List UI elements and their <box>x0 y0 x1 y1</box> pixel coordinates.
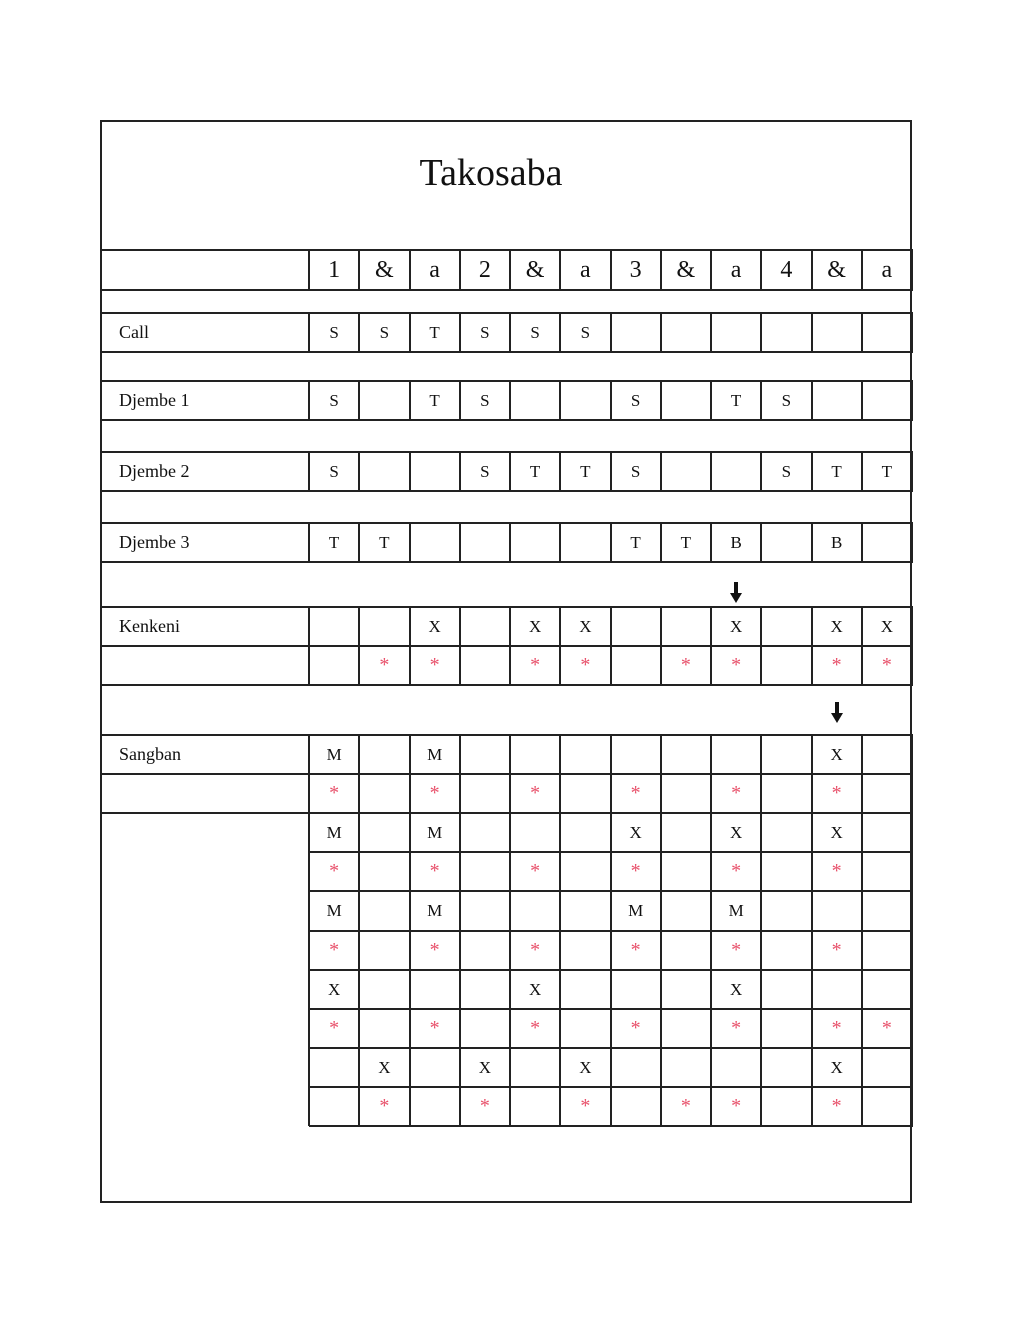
grid-line <box>911 735 913 774</box>
grid-line <box>861 891 863 931</box>
grid-line <box>100 773 913 775</box>
stroke-cell: S <box>329 390 339 410</box>
stroke-cell: X <box>528 979 542 999</box>
grid-line <box>459 970 461 1009</box>
asterisk-icon: * <box>429 782 440 804</box>
asterisk-icon: * <box>379 1095 390 1117</box>
grid-line <box>911 381 913 420</box>
stroke-cell: T <box>680 532 692 552</box>
instrument-label: Djembe 2 <box>119 461 190 481</box>
grid-line <box>559 891 561 931</box>
grid-line <box>660 970 662 1009</box>
asterisk-icon: * <box>881 1017 892 1039</box>
asterisk-icon: * <box>630 782 641 804</box>
asterisk-icon: * <box>329 782 340 804</box>
stroke-cell: S <box>781 461 792 481</box>
grid-line <box>308 607 310 646</box>
grid-line <box>409 452 411 491</box>
stroke-cell: S <box>480 390 490 410</box>
beat-header-cell: a <box>580 256 591 283</box>
asterisk-icon: * <box>831 654 842 676</box>
grid-line <box>660 313 662 352</box>
grid-line <box>760 1048 762 1087</box>
beat-header-cell: & <box>676 256 696 283</box>
grid-line <box>559 381 561 420</box>
page-title: Takosaba <box>419 152 563 194</box>
beat-header-cell: & <box>375 256 394 283</box>
beat-header-cell: a <box>730 256 742 283</box>
grid-line <box>100 684 913 686</box>
asterisk-icon: * <box>731 1017 742 1039</box>
stroke-cell: M <box>427 822 443 842</box>
grid-line <box>509 523 511 562</box>
stroke-cell: X <box>830 822 843 842</box>
grid-line <box>811 970 813 1009</box>
stroke-cell: S <box>480 322 490 342</box>
stroke-cell: T <box>328 532 340 552</box>
beat-header-cell: 4 <box>780 256 793 283</box>
asterisk-icon: * <box>630 860 641 882</box>
grid-line <box>660 607 662 646</box>
grid-line <box>911 970 913 1009</box>
grid-line <box>559 523 561 562</box>
asterisk-icon: * <box>429 860 440 882</box>
stroke-cell: M <box>728 901 744 920</box>
asterisk-icon: * <box>329 860 340 882</box>
asterisk-icon: * <box>630 939 641 961</box>
stroke-cell: B <box>730 532 742 552</box>
grid-line <box>358 607 360 646</box>
stroke-cell: X <box>830 744 843 764</box>
stroke-cell: X <box>478 1057 492 1077</box>
grid-line <box>710 735 712 774</box>
grid-line <box>911 313 913 352</box>
grid-line <box>509 813 511 852</box>
beat-header-cell: & <box>525 256 545 283</box>
stroke-cell: X <box>528 616 542 636</box>
stroke-cell: X <box>830 616 843 636</box>
instrument-label: Djembe 3 <box>119 532 190 552</box>
instrument-label: Kenkeni <box>119 616 180 636</box>
grid-line <box>660 735 662 774</box>
grid-line <box>100 522 913 524</box>
grid-line <box>610 970 612 1009</box>
grid-line <box>911 1087 913 1126</box>
grid-line <box>559 735 561 774</box>
asterisk-icon: * <box>530 782 541 804</box>
grid-line <box>911 1048 913 1087</box>
stroke-cell: M <box>427 901 443 920</box>
asterisk-icon: * <box>379 654 390 676</box>
stroke-cell: S <box>480 461 490 481</box>
stroke-cell: X <box>729 822 743 842</box>
asterisk-icon: * <box>831 782 842 804</box>
stroke-cell: S <box>630 390 641 410</box>
asterisk-icon: * <box>580 1095 591 1117</box>
grid-line <box>811 313 813 352</box>
stroke-cell: T <box>379 532 390 552</box>
asterisk-icon: * <box>831 1095 842 1117</box>
asterisk-icon: * <box>479 1095 490 1117</box>
beat-header-cell: & <box>827 256 846 283</box>
stroke-cell: X <box>327 979 341 999</box>
grid-line <box>100 606 913 608</box>
grid-line <box>610 735 612 774</box>
stroke-cell: T <box>630 532 641 552</box>
asterisk-icon: * <box>429 939 440 961</box>
grid-line <box>100 734 913 736</box>
stroke-cell: T <box>529 461 541 481</box>
stroke-cell: T <box>730 390 742 410</box>
asterisk-icon: * <box>329 939 340 961</box>
grid-line <box>509 735 511 774</box>
grid-line <box>409 970 411 1009</box>
grid-line <box>710 1048 712 1087</box>
beat-header-cell: 1 <box>328 256 341 283</box>
asterisk-icon: * <box>329 1017 340 1039</box>
stroke-cell: X <box>830 1057 843 1077</box>
grid-line <box>911 774 913 813</box>
grid-line <box>911 931 913 970</box>
beat-header-cell: 2 <box>478 256 491 283</box>
stroke-cell: S <box>329 322 339 342</box>
stroke-cell: S <box>530 322 540 342</box>
beat-header-cell: a <box>429 256 440 283</box>
asterisk-icon: * <box>680 654 691 676</box>
stroke-cell: S <box>329 461 339 481</box>
asterisk-icon: * <box>831 860 842 882</box>
down-arrow-icon <box>831 702 843 724</box>
down-arrow-icon <box>730 582 742 604</box>
asterisk-icon: * <box>630 1017 641 1039</box>
asterisk-icon: * <box>530 1017 541 1039</box>
stroke-cell: M <box>326 744 342 764</box>
grid-line <box>861 381 863 420</box>
stroke-cell: M <box>326 822 342 842</box>
stroke-cell: T <box>429 390 440 410</box>
stroke-cell: X <box>629 822 642 842</box>
grid-line <box>760 735 762 774</box>
stroke-cell: M <box>427 744 443 764</box>
stroke-cell: S <box>379 322 390 342</box>
asterisk-icon: * <box>881 654 892 676</box>
stroke-cell: X <box>729 979 743 999</box>
grid-line <box>710 313 712 352</box>
asterisk-icon: * <box>731 782 742 804</box>
grid-line <box>760 313 762 352</box>
grid-line <box>710 452 712 491</box>
grid-line <box>811 891 813 931</box>
grid-line <box>861 970 863 1009</box>
grid-line <box>861 313 863 352</box>
grid-line <box>911 523 913 562</box>
grid-line <box>559 813 561 852</box>
grid-line <box>660 1048 662 1087</box>
asterisk-icon: * <box>831 939 842 961</box>
stroke-cell: S <box>630 461 641 481</box>
grid-line <box>911 852 913 891</box>
stroke-cell: T <box>429 322 440 342</box>
asterisk-icon: * <box>731 654 742 676</box>
stroke-cell: X <box>579 616 592 636</box>
grid-line <box>100 561 913 563</box>
stroke-cell: T <box>881 461 893 481</box>
grid-line <box>911 891 913 931</box>
grid-line <box>509 891 511 931</box>
stroke-cell: X <box>428 616 441 636</box>
grid-line <box>308 1048 310 1087</box>
stroke-cell: T <box>580 461 591 481</box>
asterisk-icon: * <box>429 1017 440 1039</box>
asterisk-icon: * <box>580 654 591 676</box>
grid-line <box>100 645 913 647</box>
stroke-cell: M <box>326 901 342 920</box>
grid-line <box>459 523 461 562</box>
stroke-cell: S <box>781 390 792 410</box>
instrument-label: Sangban <box>119 744 181 764</box>
stroke-cell: M <box>628 901 644 920</box>
stroke-cell: B <box>830 532 843 552</box>
stroke-cell: X <box>880 616 894 636</box>
beat-header-cell: 3 <box>629 256 642 283</box>
stroke-cell: X <box>729 616 743 636</box>
asterisk-icon: * <box>530 860 541 882</box>
stroke-cell: T <box>831 461 842 481</box>
asterisk-icon: * <box>530 939 541 961</box>
grid-line <box>308 646 310 685</box>
asterisk-icon: * <box>680 1095 691 1117</box>
stroke-cell: S <box>580 322 591 342</box>
asterisk-icon: * <box>731 860 742 882</box>
asterisk-icon: * <box>429 654 440 676</box>
beat-header-cell: a <box>881 256 893 283</box>
asterisk-icon: * <box>831 1017 842 1039</box>
instrument-label: Call <box>119 322 149 342</box>
grid-line <box>308 1087 310 1126</box>
asterisk-icon: * <box>731 1095 742 1117</box>
asterisk-icon: * <box>731 939 742 961</box>
grid-line <box>911 813 913 852</box>
stroke-cell: X <box>579 1057 592 1077</box>
asterisk-icon: * <box>530 654 541 676</box>
instrument-label: Djembe 1 <box>119 390 190 410</box>
stroke-cell: X <box>378 1057 391 1077</box>
